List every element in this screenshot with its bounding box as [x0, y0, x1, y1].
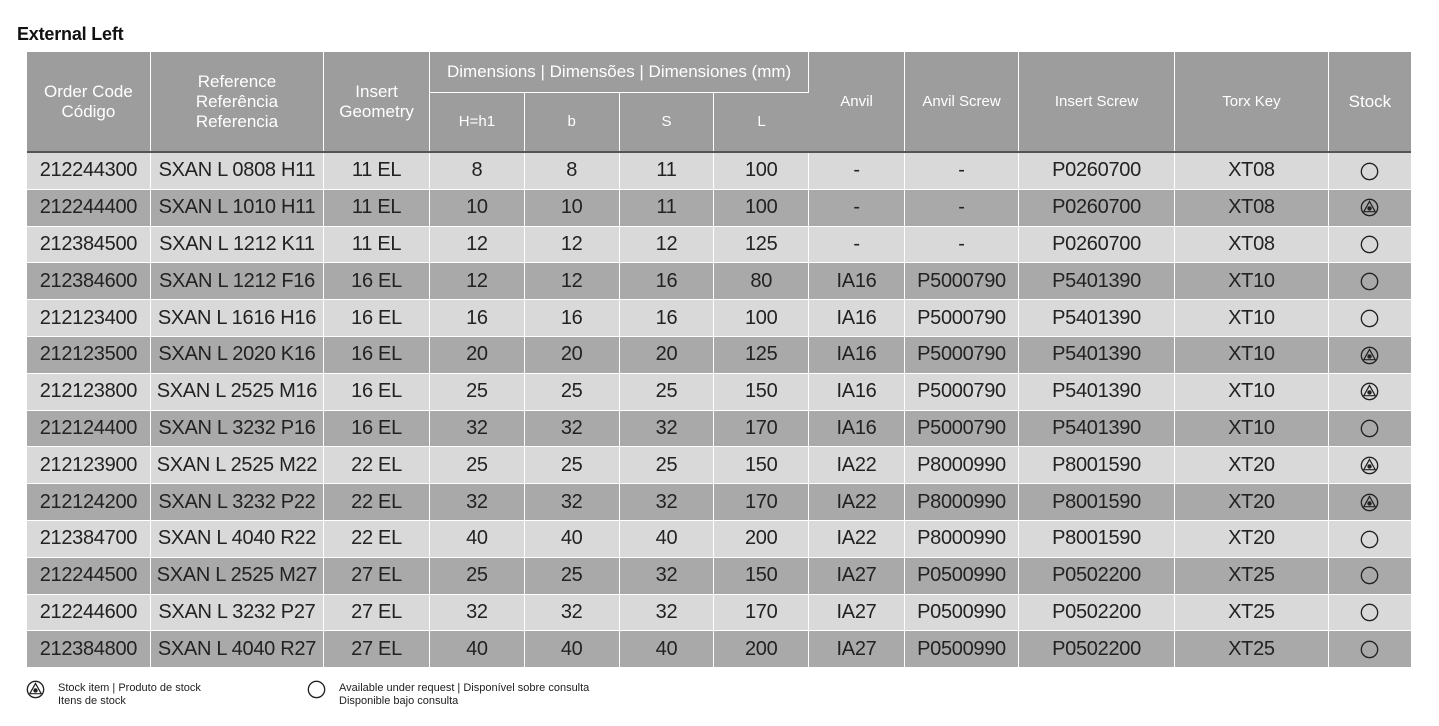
open-circle-icon — [1360, 603, 1379, 622]
cell-torx-key: XT25 — [1174, 594, 1328, 631]
legend-stock-item-line2: Itens de stock — [58, 695, 126, 707]
cell-insert-geometry: 16 EL — [324, 373, 430, 410]
cell-reference: SXAN L 2525 M27 — [150, 557, 323, 594]
cell-insert-screw: P5401390 — [1019, 373, 1175, 410]
stock-item-icon — [1360, 346, 1379, 365]
cell-dim-l: 125 — [714, 226, 809, 263]
cell-insert-geometry: 27 EL — [324, 631, 430, 668]
cell-anvil-screw: P5000790 — [904, 263, 1018, 300]
header-dim-h: H=h1 — [430, 93, 525, 152]
cell-dim-s: 32 — [619, 484, 714, 521]
cell-order-code: 212124400 — [27, 410, 150, 447]
cell-dim-l: 150 — [714, 373, 809, 410]
cell-dim-h: 25 — [430, 373, 525, 410]
table-row — [27, 226, 1411, 263]
cell-stock — [1328, 189, 1411, 226]
cell-dim-l: 170 — [714, 410, 809, 447]
cell-dim-l: 150 — [714, 447, 809, 484]
cell-anvil-screw: - — [904, 189, 1018, 226]
table-row — [27, 300, 1411, 337]
cell-dim-b: 25 — [524, 373, 619, 410]
cell-torx-key: XT10 — [1174, 300, 1328, 337]
table-row — [27, 410, 1411, 447]
cell-anvil: - — [809, 189, 905, 226]
cell-reference: SXAN L 1616 H16 — [150, 300, 323, 337]
header-anvil-screw: Anvil Screw — [904, 52, 1018, 151]
cell-dim-h: 20 — [430, 336, 525, 373]
table-row — [27, 189, 1411, 226]
cell-order-code: 212384800 — [27, 631, 150, 668]
cell-stock — [1328, 263, 1411, 300]
cell-anvil-screw: P0500990 — [904, 631, 1018, 668]
cell-order-code: 212123800 — [27, 373, 150, 410]
cell-anvil: IA27 — [809, 594, 905, 631]
open-circle-icon — [1360, 309, 1379, 328]
cell-dim-b: 32 — [524, 484, 619, 521]
open-circle-icon — [1360, 272, 1379, 291]
open-circle-icon — [1360, 530, 1379, 549]
header-stock: Stock — [1328, 52, 1411, 151]
header-reference-es: Referencia — [195, 111, 279, 131]
header-dim-l: L — [714, 93, 809, 152]
cell-anvil: IA16 — [809, 300, 905, 337]
header-order-code — [27, 52, 150, 151]
header-reference-pt: Referência — [195, 91, 279, 111]
cell-dim-s: 25 — [619, 447, 714, 484]
cell-insert-geometry: 22 EL — [324, 520, 430, 557]
cell-dim-h: 32 — [430, 484, 525, 521]
cell-anvil-screw: P0500990 — [904, 557, 1018, 594]
cell-torx-key: XT10 — [1174, 373, 1328, 410]
cell-insert-screw: P0502200 — [1019, 631, 1175, 668]
cell-order-code: 212384500 — [27, 226, 150, 263]
cell-insert-geometry: 11 EL — [324, 152, 430, 189]
header-reference-en: Reference — [197, 71, 277, 91]
cell-order-code: 212384700 — [27, 520, 150, 557]
cell-dim-b: 25 — [524, 447, 619, 484]
open-circle-icon — [1360, 640, 1379, 659]
cell-dim-h: 40 — [430, 520, 525, 557]
cell-dim-s: 32 — [619, 594, 714, 631]
open-circle-icon — [1360, 162, 1379, 181]
cell-anvil-screw: P0500990 — [904, 594, 1018, 631]
cell-stock — [1328, 631, 1411, 668]
cell-anvil: IA16 — [809, 373, 905, 410]
cell-dim-h: 8 — [430, 152, 525, 189]
cell-insert-screw: P0260700 — [1019, 152, 1175, 189]
cell-order-code: 212123900 — [27, 447, 150, 484]
open-circle-icon — [1360, 235, 1379, 254]
cell-torx-key: XT08 — [1174, 152, 1328, 189]
table-row — [27, 484, 1411, 521]
cell-anvil-screw: P8000990 — [904, 484, 1018, 521]
cell-insert-geometry: 16 EL — [324, 300, 430, 337]
cell-dim-b: 40 — [524, 631, 619, 668]
cell-insert-screw: P5401390 — [1019, 336, 1175, 373]
cell-dim-s: 32 — [619, 410, 714, 447]
legend-on-request-line1: Available under request | Disponível sobre consulta — [339, 682, 590, 694]
cell-torx-key: XT10 — [1174, 263, 1328, 300]
table-row — [27, 152, 1411, 189]
cell-order-code: 212123400 — [27, 300, 150, 337]
cell-order-code: 212244300 — [27, 152, 150, 189]
cell-insert-screw: P8001590 — [1019, 520, 1175, 557]
cell-reference: SXAN L 2020 K16 — [150, 336, 323, 373]
cell-dim-h: 25 — [430, 447, 525, 484]
cell-dim-s: 16 — [619, 300, 714, 337]
cell-stock — [1328, 520, 1411, 557]
cell-insert-geometry: 11 EL — [324, 226, 430, 263]
open-circle-icon — [1360, 566, 1379, 585]
cell-anvil: IA27 — [809, 631, 905, 668]
cell-dim-l: 200 — [714, 631, 809, 668]
cell-dim-l: 200 — [714, 520, 809, 557]
cell-dim-h: 16 — [430, 300, 525, 337]
legend-on-request-line2: Disponible bajo consulta — [339, 695, 459, 707]
cell-dim-s: 11 — [619, 189, 714, 226]
cell-dim-s: 16 — [619, 263, 714, 300]
cell-dim-h: 12 — [430, 226, 525, 263]
open-circle-icon — [307, 680, 326, 703]
cell-anvil: IA16 — [809, 410, 905, 447]
cell-dim-s: 32 — [619, 557, 714, 594]
header-insert-screw: Insert Screw — [1019, 52, 1175, 151]
cell-dim-h: 32 — [430, 594, 525, 631]
cell-stock — [1328, 336, 1411, 373]
table-row — [27, 263, 1411, 300]
cell-anvil-screw: P8000990 — [904, 447, 1018, 484]
cell-order-code: 212244500 — [27, 557, 150, 594]
cell-anvil-screw: P8000990 — [904, 520, 1018, 557]
cell-dim-b: 32 — [524, 594, 619, 631]
stock-item-icon — [1360, 198, 1379, 217]
cell-insert-geometry: 11 EL — [324, 189, 430, 226]
table-row — [27, 373, 1411, 410]
header-order-code-en: Order Code — [43, 81, 133, 101]
cell-insert-screw: P0260700 — [1019, 226, 1175, 263]
cell-stock — [1328, 557, 1411, 594]
cell-dim-b: 20 — [524, 336, 619, 373]
legend-on-request-text — [339, 682, 589, 708]
cell-dim-s: 25 — [619, 373, 714, 410]
cell-reference: SXAN L 4040 R22 — [150, 520, 323, 557]
cell-insert-geometry: 22 EL — [324, 484, 430, 521]
product-table — [27, 52, 1411, 668]
header-order-code-pt: Código — [61, 101, 116, 121]
table-row — [27, 447, 1411, 484]
cell-stock — [1328, 152, 1411, 189]
cell-anvil-screw: P5000790 — [904, 300, 1018, 337]
cell-dim-s: 12 — [619, 226, 714, 263]
cell-stock — [1328, 594, 1411, 631]
cell-torx-key: XT20 — [1174, 520, 1328, 557]
cell-insert-screw: P0502200 — [1019, 557, 1175, 594]
table-row — [27, 336, 1411, 373]
cell-dim-l: 170 — [714, 484, 809, 521]
cell-insert-screw: P5401390 — [1019, 263, 1175, 300]
cell-stock — [1328, 373, 1411, 410]
cell-stock — [1328, 226, 1411, 263]
cell-dim-b: 12 — [524, 226, 619, 263]
cell-dim-h: 40 — [430, 631, 525, 668]
cell-torx-key: XT25 — [1174, 631, 1328, 668]
stock-item-icon — [1360, 493, 1379, 512]
cell-anvil-screw: - — [904, 152, 1018, 189]
cell-dim-l: 80 — [714, 263, 809, 300]
header-reference — [150, 52, 323, 151]
cell-anvil-screw: P5000790 — [904, 373, 1018, 410]
cell-insert-screw: P0260700 — [1019, 189, 1175, 226]
cell-dim-s: 40 — [619, 520, 714, 557]
cell-dim-b: 25 — [524, 557, 619, 594]
cell-order-code: 212124200 — [27, 484, 150, 521]
header-insert-geometry-1: Insert — [355, 81, 398, 101]
cell-insert-geometry: 22 EL — [324, 447, 430, 484]
cell-torx-key: XT25 — [1174, 557, 1328, 594]
table-row — [27, 557, 1411, 594]
cell-reference: SXAN L 2525 M22 — [150, 447, 323, 484]
cell-anvil: IA16 — [809, 336, 905, 373]
legend-stock-item-line1: Stock item | Produto de stock — [58, 682, 201, 694]
cell-order-code: 212384600 — [27, 263, 150, 300]
open-circle-icon — [1360, 419, 1379, 438]
cell-torx-key: XT20 — [1174, 447, 1328, 484]
cell-anvil: IA27 — [809, 557, 905, 594]
cell-reference: SXAN L 0808 H11 — [150, 152, 323, 189]
cell-stock — [1328, 410, 1411, 447]
cell-dim-l: 150 — [714, 557, 809, 594]
cell-anvil: - — [809, 226, 905, 263]
cell-insert-screw: P5401390 — [1019, 410, 1175, 447]
cell-dim-s: 20 — [619, 336, 714, 373]
cell-dim-h: 12 — [430, 263, 525, 300]
cell-insert-geometry: 16 EL — [324, 336, 430, 373]
stock-item-icon — [26, 680, 45, 703]
header-insert-geometry-2: Geometry — [339, 101, 414, 121]
cell-reference: SXAN L 3232 P27 — [150, 594, 323, 631]
cell-stock — [1328, 484, 1411, 521]
cell-dim-l: 125 — [714, 336, 809, 373]
cell-anvil: IA22 — [809, 484, 905, 521]
header-dim-b: b — [524, 93, 619, 152]
cell-insert-geometry: 16 EL — [324, 263, 430, 300]
cell-order-code: 212244400 — [27, 189, 150, 226]
cell-anvil: IA22 — [809, 520, 905, 557]
cell-dim-s: 11 — [619, 152, 714, 189]
header-anvil: Anvil — [809, 52, 905, 151]
cell-reference: SXAN L 1212 F16 — [150, 263, 323, 300]
legend-stock-item-text — [58, 682, 201, 708]
cell-dim-b: 40 — [524, 520, 619, 557]
cell-anvil-screw: P5000790 — [904, 410, 1018, 447]
cell-dim-l: 170 — [714, 594, 809, 631]
header-insert-geometry — [324, 52, 430, 151]
cell-insert-screw: P0502200 — [1019, 594, 1175, 631]
cell-torx-key: XT10 — [1174, 410, 1328, 447]
cell-reference: SXAN L 1212 K11 — [150, 226, 323, 263]
table-body — [27, 152, 1411, 668]
cell-insert-screw: P8001590 — [1019, 484, 1175, 521]
cell-dim-h: 25 — [430, 557, 525, 594]
cell-insert-geometry: 16 EL — [324, 410, 430, 447]
table-row — [27, 594, 1411, 631]
header-dim-s: S — [619, 93, 714, 152]
cell-dim-b: 8 — [524, 152, 619, 189]
cell-order-code: 212123500 — [27, 336, 150, 373]
cell-reference: SXAN L 3232 P22 — [150, 484, 323, 521]
cell-reference: SXAN L 3232 P16 — [150, 410, 323, 447]
cell-dim-h: 32 — [430, 410, 525, 447]
cell-dim-b: 32 — [524, 410, 619, 447]
cell-insert-geometry: 27 EL — [324, 594, 430, 631]
cell-reference: SXAN L 4040 R27 — [150, 631, 323, 668]
cell-dim-b: 16 — [524, 300, 619, 337]
cell-dim-l: 100 — [714, 152, 809, 189]
cell-insert-geometry: 27 EL — [324, 557, 430, 594]
cell-anvil: IA16 — [809, 263, 905, 300]
cell-dim-l: 100 — [714, 300, 809, 337]
cell-reference: SXAN L 2525 M16 — [150, 373, 323, 410]
cell-torx-key: XT10 — [1174, 336, 1328, 373]
cell-insert-screw: P5401390 — [1019, 300, 1175, 337]
cell-anvil-screw: P5000790 — [904, 336, 1018, 373]
cell-torx-key: XT20 — [1174, 484, 1328, 521]
cell-order-code: 212244600 — [27, 594, 150, 631]
cell-anvil: IA22 — [809, 447, 905, 484]
table-row — [27, 520, 1411, 557]
page-title: External Left — [17, 24, 124, 44]
header-torx-key: Torx Key — [1174, 52, 1328, 151]
cell-dim-b: 12 — [524, 263, 619, 300]
cell-torx-key: XT08 — [1174, 189, 1328, 226]
table-row — [27, 631, 1411, 668]
cell-anvil: - — [809, 152, 905, 189]
cell-anvil-screw: - — [904, 226, 1018, 263]
cell-reference: SXAN L 1010 H11 — [150, 189, 323, 226]
header-dimensions: Dimensions | Dimensões | Dimensiones (mm) — [430, 52, 809, 93]
cell-stock — [1328, 300, 1411, 337]
cell-dim-l: 100 — [714, 189, 809, 226]
stock-item-icon — [1360, 456, 1379, 475]
cell-dim-b: 10 — [524, 189, 619, 226]
cell-insert-screw: P8001590 — [1019, 447, 1175, 484]
cell-stock — [1328, 447, 1411, 484]
stock-item-icon — [1360, 382, 1379, 401]
cell-torx-key: XT08 — [1174, 226, 1328, 263]
cell-dim-s: 40 — [619, 631, 714, 668]
cell-dim-h: 10 — [430, 189, 525, 226]
